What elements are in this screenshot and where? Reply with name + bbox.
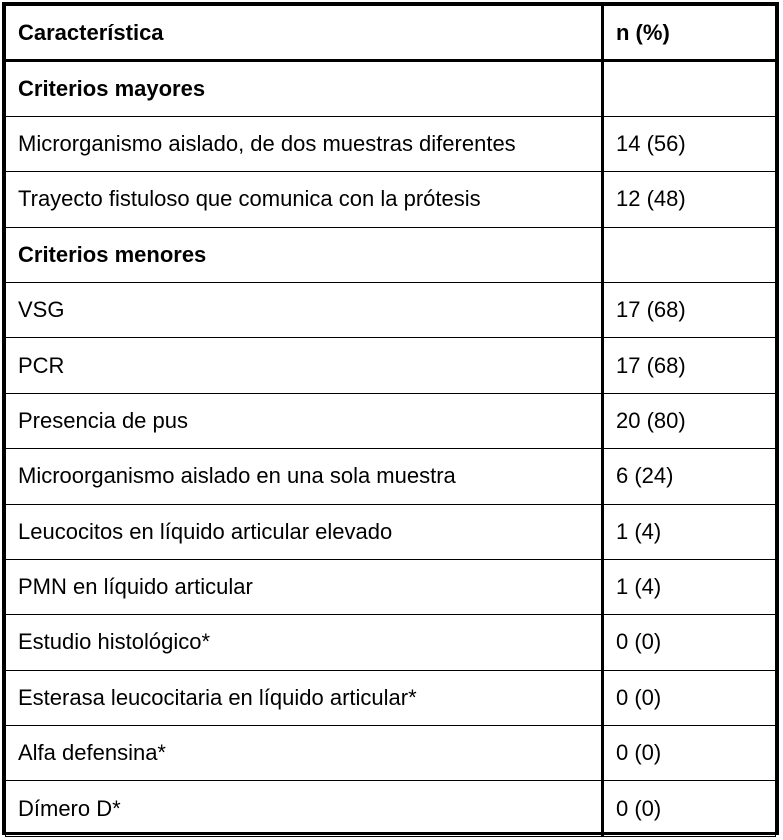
row-value: 14 (56) <box>603 116 776 171</box>
row-label: Trayecto fistuloso que comunica con la prótesis <box>6 172 603 227</box>
row-label: Microrganismo aislado, de dos muestras diferentes <box>6 116 603 171</box>
row-value: 17 (68) <box>603 282 776 337</box>
row-label: PCR <box>6 338 603 393</box>
table-section-row <box>6 61 776 116</box>
row-value <box>603 227 776 282</box>
table-header-row <box>6 6 776 61</box>
row-value <box>603 61 776 116</box>
table-row <box>6 559 776 614</box>
table-row <box>6 670 776 725</box>
table-row <box>6 781 776 836</box>
table-section-row <box>6 227 776 282</box>
criteria-table <box>5 5 776 837</box>
row-value: 12 (48) <box>603 172 776 227</box>
table-row <box>6 726 776 781</box>
row-label: Criterios mayores <box>6 61 603 116</box>
row-label: Esterasa leucocitaria en líquido articular* <box>6 670 603 725</box>
row-value: 0 (0) <box>603 781 776 836</box>
header-value: n (%) <box>603 6 776 61</box>
criteria-table-container <box>2 2 779 835</box>
row-value: 0 (0) <box>603 670 776 725</box>
table-row <box>6 615 776 670</box>
row-value: 20 (80) <box>603 393 776 448</box>
row-label: VSG <box>6 282 603 337</box>
table-row <box>6 116 776 171</box>
row-label: Leucocitos en líquido articular elevado <box>6 504 603 559</box>
table-row <box>6 393 776 448</box>
table-row <box>6 449 776 504</box>
row-label: Microorganismo aislado en una sola muestra <box>6 449 603 504</box>
row-value: 0 (0) <box>603 726 776 781</box>
header-characteristic: Característica <box>6 6 603 61</box>
table-row <box>6 338 776 393</box>
row-value: 6 (24) <box>603 449 776 504</box>
row-value: 1 (4) <box>603 559 776 614</box>
row-label: Estudio histológico* <box>6 615 603 670</box>
table-row <box>6 504 776 559</box>
row-label: PMN en líquido articular <box>6 559 603 614</box>
table-row <box>6 282 776 337</box>
row-label: Criterios menores <box>6 227 603 282</box>
row-label: Alfa defensina* <box>6 726 603 781</box>
row-label: Dímero D* <box>6 781 603 836</box>
table-row <box>6 172 776 227</box>
row-value: 0 (0) <box>603 615 776 670</box>
row-label: Presencia de pus <box>6 393 603 448</box>
row-value: 17 (68) <box>603 338 776 393</box>
row-value: 1 (4) <box>603 504 776 559</box>
